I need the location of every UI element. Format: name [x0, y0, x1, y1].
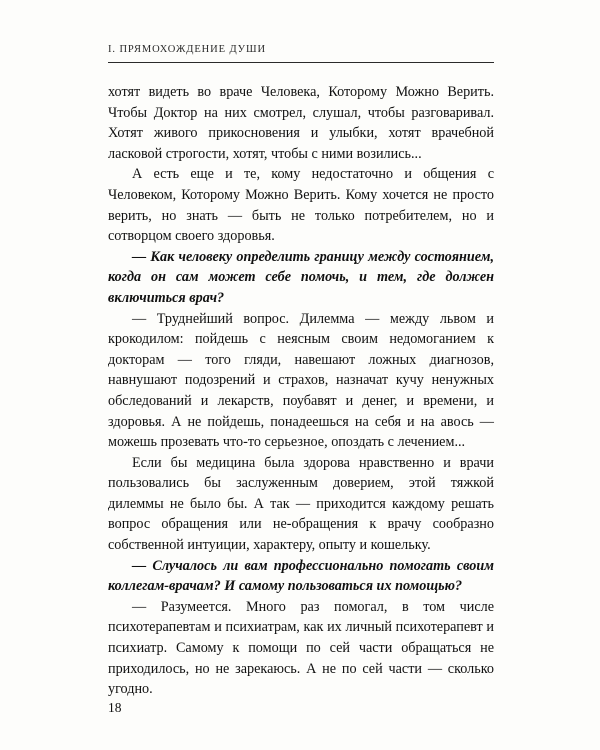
paragraph-7: — Разумеется. Много раз помогал, в том числе психотерапевтам и психиатрам, как их личный психотерапевт и психиатр. Самому к помощи по сей части обращаться не приходилось, но не зарекаюсь. А не по сей части — сколько угодно. [108, 598, 494, 698]
running-head: I. ПРЯМОХОЖДЕНИЕ ДУШИ [108, 44, 266, 55]
paragraph-5: Если бы медицина была здорова нравственно и врачи пользовались бы заслуженным доверием, этой тяжкой дилеммы не было бы. А так — приходится каждому решать вопрос обращения или не-обращения к врачу сообразно собственной интуиции, характеру, опыту и кошельку. [108, 454, 494, 554]
paragraph-1: хотят видеть во враче Человека, Которому Можно Верить. Чтобы Доктор на них смотрел, слушал, чтобы разговаривал. Хотят живого прикосновения и улыбки, хотят врачебной ласковой строгости, хотят, чтобы с ними возились... [108, 84, 494, 162]
paragraph-2: А есть еще и те, кому недостаточно и общения с Человеком, Которому Можно Верить. Кому хочется не просто верить, но знать — быть не только потребителем, но и сотворцом своего здоровья. [108, 166, 494, 245]
header-rule [108, 62, 494, 63]
paragraph-6-question: — Случалось ли вам профессионально помогать своим коллегам-врачам? И самому пользоваться их помощью? [108, 557, 494, 595]
paragraph-4: — Труднейший вопрос. Дилемма — между львом и крокодилом: пойдешь с неясным своим недомоганием к докторам — того гляди, навешают ложных диагнозов, навнушают подозрений и страхов, назначат кучу ненужных обследований и лекарств, поубавят и денег, и времени, и здоровья. А не пойдешь, понадеешься на себя и на авось — можешь прозевать что-то серьезное, опоздать с лечением... [108, 310, 494, 451]
body-text [108, 82, 494, 700]
paragraph-3-question: — Как человеку определить границу между состоянием, когда он сам может себе помочь, и тем, где должен включиться врач? [108, 248, 494, 306]
page-number: 18 [108, 700, 122, 715]
